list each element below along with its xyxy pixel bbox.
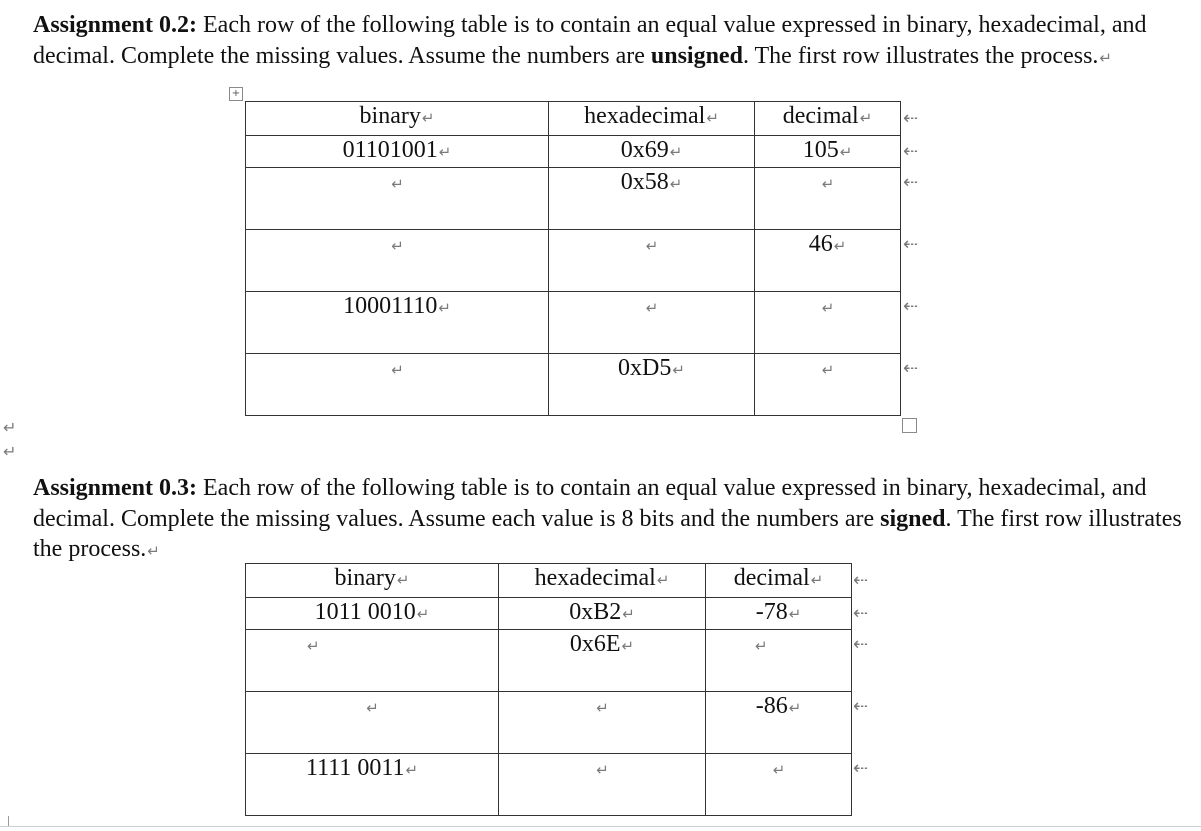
table-row	[246, 354, 901, 416]
cell-mark-icon: ↵	[859, 109, 873, 127]
table-cell[interactable]	[246, 102, 549, 136]
header-binary: binary	[359, 103, 421, 129]
table-resize-handle-icon[interactable]	[902, 418, 917, 433]
cell-value: 0x6E	[569, 631, 621, 657]
row-end-mark-icon: ⇠	[903, 234, 919, 255]
cell-mark-icon: ↵	[656, 571, 670, 589]
cell-mark-icon: ↵	[788, 699, 802, 717]
cell-mark-icon: ↵	[810, 571, 824, 589]
assignment-0-2-paragraph[interactable]	[33, 10, 1183, 73]
page-bottom-edge	[0, 826, 1201, 827]
row-end-mark-icon: ⇠	[903, 141, 919, 162]
table-cell[interactable]	[755, 168, 901, 230]
cell-mark-icon: ↵	[706, 109, 719, 127]
table-cell[interactable]	[246, 168, 549, 230]
table-cell[interactable]	[706, 630, 852, 692]
assignment-0-3-text-2: . The first row illustrates the process.	[33, 505, 1182, 562]
table-row	[246, 598, 852, 630]
row-end-mark-icon: ⇠	[853, 758, 869, 779]
assignment-0-3-text-1: Each row of the following table is to contain an equal value expressed in binary, hexadecimal, and decimal. Complete the missing values. Assume each value is 8 bits and the numbers are	[33, 475, 1147, 532]
header-decimal: decimal	[733, 565, 810, 591]
row-end-mark-icon: ⇠	[903, 358, 919, 379]
row-end-mark-icon: ⇠	[853, 696, 869, 717]
paragraph-mark-icon: ↵	[3, 442, 17, 461]
table-cell[interactable]	[549, 168, 755, 230]
paragraph-mark-icon: ↵	[3, 418, 17, 437]
cell-mark-icon: ↵	[821, 361, 835, 379]
table-cell[interactable]	[246, 692, 499, 754]
cell-value: 0x69	[620, 137, 669, 163]
cell-mark-icon: ↵	[755, 637, 768, 655]
table-cell[interactable]	[549, 102, 755, 136]
table-cell[interactable]	[706, 564, 852, 598]
table-row	[246, 136, 901, 168]
table-cell[interactable]	[706, 692, 852, 754]
cell-mark-icon: ↵	[438, 299, 451, 317]
table-row	[246, 292, 901, 354]
row-end-mark-icon: ⇠	[903, 108, 919, 129]
table-cell[interactable]	[755, 354, 901, 416]
table-cell[interactable]	[246, 136, 549, 168]
row-end-mark-icon: ⇠	[853, 570, 869, 591]
header-hexadecimal: hexadecimal	[584, 103, 706, 129]
cell-mark-icon: ↵	[621, 637, 635, 655]
cell-mark-icon: ↵	[788, 605, 802, 623]
table-cell[interactable]	[706, 754, 852, 816]
header-hexadecimal: hexadecimal	[534, 565, 656, 591]
table-row	[246, 230, 901, 292]
cell-mark-icon: ↵	[672, 361, 685, 379]
cell-mark-icon: ↵	[307, 637, 320, 655]
header-binary: binary	[334, 565, 396, 591]
table-move-handle-icon[interactable]: +	[229, 87, 243, 101]
cell-mark-icon: ↵	[421, 109, 435, 127]
cell-mark-icon: ↵	[772, 761, 786, 779]
table-cell[interactable]	[246, 354, 549, 416]
cell-value: 10001110	[343, 293, 438, 319]
paragraph-mark-icon: ↵	[1099, 48, 1112, 67]
header-decimal: decimal	[782, 103, 859, 129]
table-cell[interactable]	[706, 598, 852, 630]
cell-value: 01101001	[342, 137, 438, 163]
cell-value: 0x58	[620, 169, 669, 195]
cell-mark-icon: ↵	[669, 143, 683, 161]
table-cell[interactable]	[549, 354, 755, 416]
cell-mark-icon: ↵	[391, 175, 404, 193]
cell-value: -86	[755, 693, 788, 719]
row-end-mark-icon: ⇠	[853, 634, 869, 655]
assignment-0-2-text-1: Each row of the following table is to contain an equal value expressed in binary, hexadecimal, and decimal. Complete the missing values. Assume the numbers are	[33, 12, 1147, 69]
assignment-0-2-text-2: . The first row illustrates the process.	[742, 42, 1099, 69]
cell-mark-icon: ↵	[839, 143, 853, 161]
cell-mark-icon: ↵	[645, 299, 659, 317]
table-cell[interactable]	[246, 230, 549, 292]
cell-value: 0xD5	[618, 355, 672, 381]
cell-value: 46	[808, 231, 833, 257]
table-header-row	[246, 102, 901, 136]
table-cell[interactable]	[549, 292, 755, 354]
table-cell[interactable]	[499, 754, 706, 816]
cell-mark-icon: ↵	[669, 175, 683, 193]
table-cell[interactable]	[755, 136, 901, 168]
row-end-mark-icon: ⇠	[903, 296, 919, 317]
cell-mark-icon: ↵	[391, 361, 404, 379]
table-header-row	[246, 564, 852, 598]
assignment-0-3-table	[245, 563, 852, 816]
table-cell[interactable]	[499, 598, 706, 630]
table-cell[interactable]	[499, 692, 706, 754]
cell-mark-icon: ↵	[821, 299, 835, 317]
table-cell[interactable]	[246, 564, 499, 598]
cell-mark-icon: ↵	[405, 761, 419, 779]
cell-value: 1011 0010	[314, 599, 416, 625]
cell-mark-icon: ↵	[391, 237, 404, 255]
cell-value: 0xB2	[569, 599, 622, 625]
cell-mark-icon: ↵	[396, 571, 410, 589]
cell-mark-icon: ↵	[821, 175, 835, 193]
cell-mark-icon: ↵	[622, 605, 635, 623]
table-cell[interactable]	[499, 564, 706, 598]
row-end-mark-icon: ⇠	[903, 172, 919, 193]
paragraph-mark-icon: ↵	[147, 542, 160, 560]
cell-mark-icon: ↵	[596, 761, 609, 779]
cell-value: 105	[802, 137, 839, 163]
table-row	[246, 630, 852, 692]
table-row	[246, 168, 901, 230]
assignment-0-2-table	[245, 101, 901, 416]
table-cell[interactable]	[246, 630, 499, 692]
cell-mark-icon: ↵	[645, 237, 659, 255]
row-end-mark-icon: ⇠	[853, 603, 869, 624]
table-cell[interactable]	[755, 230, 901, 292]
cell-value: 1111 0011	[306, 755, 405, 781]
table-cell[interactable]	[549, 230, 755, 292]
cell-mark-icon: ↵	[438, 143, 452, 161]
cell-mark-icon: ↵	[596, 699, 609, 717]
table-row	[246, 754, 852, 816]
table-cell[interactable]	[549, 136, 755, 168]
table-cell[interactable]	[246, 292, 549, 354]
cell-mark-icon: ↵	[833, 237, 847, 255]
table-row	[246, 692, 852, 754]
assignment-0-2-title: Assignment 0.2:	[33, 12, 198, 38]
cell-value: -78	[755, 599, 788, 625]
table-cell[interactable]	[755, 292, 901, 354]
cell-mark-icon: ↵	[366, 699, 379, 717]
table-cell[interactable]	[246, 598, 499, 630]
assignment-0-3-paragraph[interactable]	[33, 473, 1183, 567]
assignment-0-2-emphasis: unsigned	[650, 42, 743, 69]
table-cell[interactable]	[755, 102, 901, 136]
table-cell[interactable]	[499, 630, 706, 692]
table-cell[interactable]	[246, 754, 499, 816]
page-corner-mark	[8, 816, 9, 826]
assignment-0-3-title: Assignment 0.3:	[33, 475, 198, 501]
cell-mark-icon: ↵	[416, 605, 430, 623]
assignment-0-3-emphasis: signed	[880, 505, 946, 532]
